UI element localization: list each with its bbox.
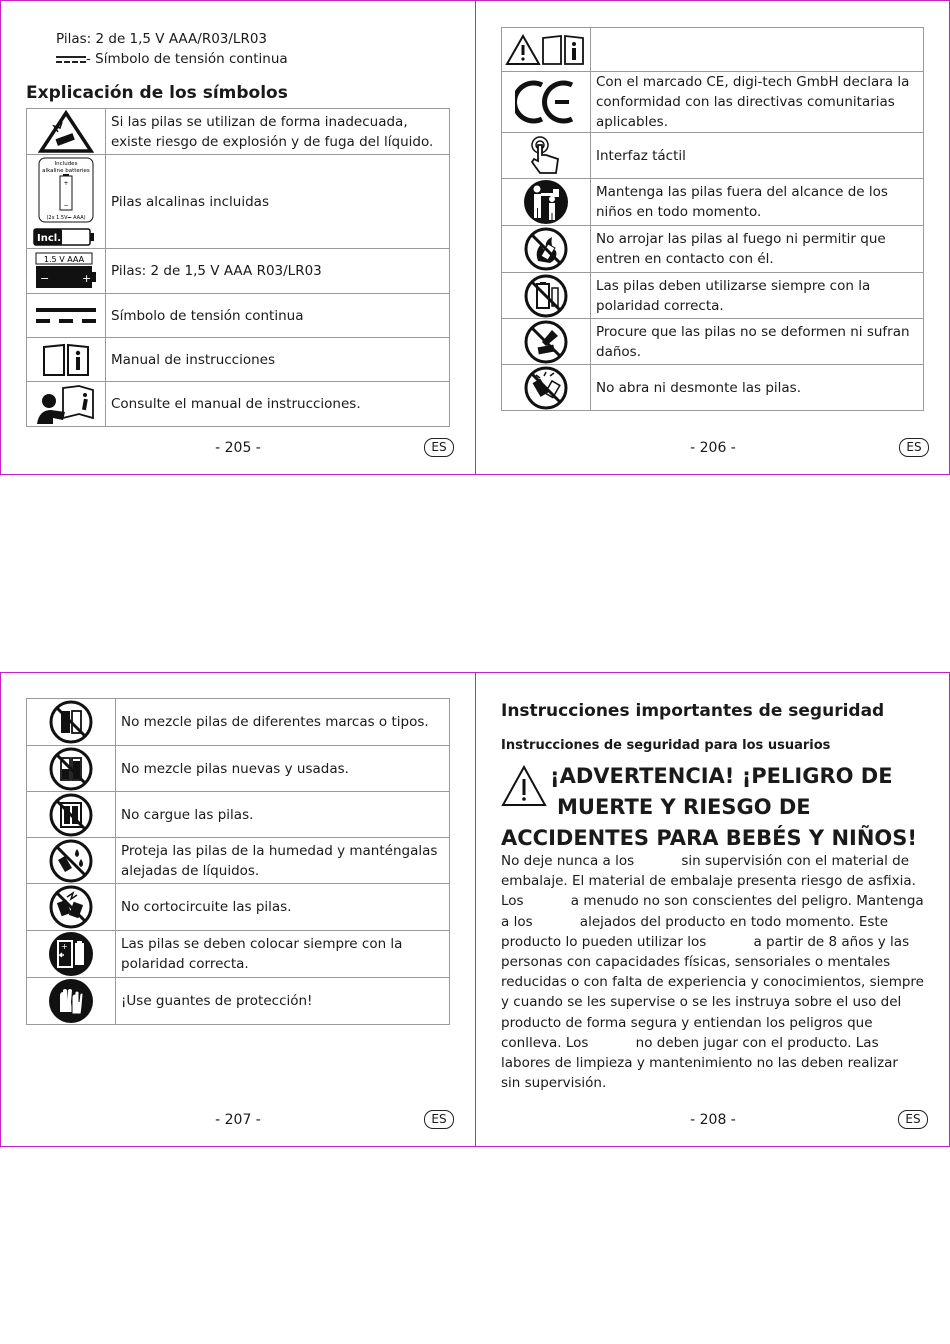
table-row xyxy=(27,294,450,338)
row-text: Manual de instrucciones xyxy=(106,338,450,382)
page-number: - 205 - xyxy=(215,440,261,456)
symbols-table xyxy=(501,27,924,411)
language-badge: ES xyxy=(899,438,929,457)
row-text: Símbolo de tensión continua xyxy=(106,294,450,338)
warning-line: ACCIDENTES PARA BEBÉS Y NIÑOS! xyxy=(501,826,917,850)
row-text: Pilas: 2 de 1,5 V AAA R03/LR03 xyxy=(106,249,450,294)
protective-gloves-icon xyxy=(27,978,116,1025)
row-text: Procure que las pilas no se deformen ni sufran daños. xyxy=(591,319,924,365)
page-206 xyxy=(475,0,950,475)
symbols-table xyxy=(26,698,450,1025)
table-row xyxy=(502,28,924,72)
language-badge: ES xyxy=(424,1110,454,1129)
row-text: No arrojar las pilas al fuego ni permitir que entren en contacto con él. xyxy=(591,226,924,273)
table-row xyxy=(27,978,450,1025)
table-row xyxy=(502,72,924,133)
table-row xyxy=(27,931,450,978)
row-text: No cortocircuite las pilas. xyxy=(116,884,450,931)
aaa-battery-icon xyxy=(27,249,106,294)
warning-line: ¡ADVERTENCIA! ¡PELIGRO DE xyxy=(550,764,893,788)
no-charge-icon xyxy=(27,792,116,838)
page-number: - 208 - xyxy=(690,1112,736,1128)
svg-text:+: + xyxy=(61,942,68,951)
page-207 xyxy=(0,672,476,1147)
ce-mark-icon xyxy=(502,72,591,133)
dc-symbol-line xyxy=(56,49,288,69)
warning-block xyxy=(501,761,931,854)
dc-voltage-symbol-icon xyxy=(27,294,106,338)
battery-spec-line: Pilas: 2 de 1,5 V AAA/R03/LR03 xyxy=(56,31,268,47)
row-text: Consulte el manual de instrucciones. xyxy=(106,382,450,427)
table-row xyxy=(27,155,450,249)
table-row xyxy=(27,699,450,746)
dc-symbol-line-text: - Símbolo de tensión continua xyxy=(86,51,288,67)
table-row xyxy=(27,884,450,931)
no-moisture-icon xyxy=(27,838,116,884)
warning-triangle-icon xyxy=(501,765,547,807)
icon-caption: Includes xyxy=(54,160,78,167)
page-number: - 206 - xyxy=(690,440,736,456)
language-badge: ES xyxy=(898,1110,928,1129)
no-mix-old-new-icon xyxy=(27,746,116,792)
no-short-circuit-icon xyxy=(27,884,116,931)
page-title: Instrucciones importantes de seguridad xyxy=(501,701,885,721)
row-text: ¡Use guantes de protección! xyxy=(116,978,450,1025)
table-row xyxy=(502,179,924,226)
no-deform-icon xyxy=(502,319,591,365)
icon-caption: Incl. xyxy=(37,232,61,244)
section-heading: Explicación de los símbolos xyxy=(26,83,288,103)
table-row xyxy=(502,319,924,365)
symbols-table xyxy=(26,108,450,427)
battery-spec-lines xyxy=(56,29,288,69)
row-text: Pilas alcalinas incluidas xyxy=(106,155,450,249)
instruction-manual-icon xyxy=(27,338,106,382)
icon-caption: alkaline batteries xyxy=(42,167,90,174)
consult-manual-icon xyxy=(27,382,106,427)
no-disassemble-icon xyxy=(502,365,591,411)
table-row xyxy=(502,133,924,179)
no-mix-brands-icon xyxy=(27,699,116,746)
row-text: Con el marcado CE, digi-tech GmbH declara la conformidad con las directivas comunitarias aplicables. xyxy=(591,72,924,133)
row-text: Las pilas se deben colocar siempre con la polaridad correcta. xyxy=(116,931,450,978)
alkaline-batteries-included-icon xyxy=(27,155,106,249)
battery-explosion-warning-icon xyxy=(27,109,106,155)
row-text: Interfaz táctil xyxy=(591,133,924,179)
table-row xyxy=(502,365,924,411)
row-text: No cargue las pilas. xyxy=(116,792,450,838)
svg-text:+: + xyxy=(82,272,92,285)
svg-text:−: − xyxy=(63,201,69,209)
table-row xyxy=(27,838,450,884)
insert-polarity-icon xyxy=(27,931,116,978)
icon-caption: (2x 1.5V⎓ AAA) xyxy=(46,214,86,221)
page-subtitle: Instrucciones de seguridad para los usuarios xyxy=(501,738,831,753)
language-badge: ES xyxy=(424,438,454,457)
row-text: No mezcle pilas nuevas y usadas. xyxy=(116,746,450,792)
table-row xyxy=(502,273,924,319)
row-text: No abra ni desmonte las pilas. xyxy=(591,365,924,411)
svg-text:+: + xyxy=(63,179,69,187)
page-number: - 207 - xyxy=(215,1112,261,1128)
safety-paragraph: No deje nunca a los sin supervisión con el material de embalaje. El material de embalaje presenta riesgo de asfixia. Los a menudo no son conscientes del peligro. Mantenga a los alejados del producto en todo momento. Este producto lo pueden utilizar los a partir de 8 años y las personas con capacidades físicas, sensoriales o mentales reducidas o con falta de experiencia y conocimientos, siempre y cuando se les supervise o se les instruya sobre el uso del producto de forma segura y entiendan los peligros que conlleva. Los no deben jugar con el producto. Las labores de limpieza y mantenimiento no las deben realizar sin supervisión. xyxy=(501,853,946,1092)
table-row xyxy=(27,792,450,838)
table-row xyxy=(27,746,450,792)
row-text: Si las pilas se utilizan de forma inadecuada, existe riesgo de explosión y de fuga del líquido. xyxy=(106,109,450,155)
icon-caption: 1.5 V AAA xyxy=(43,255,85,264)
dc-voltage-mini-icon xyxy=(56,55,86,64)
row-text: Mantenga las pilas fuera del alcance de los niños en todo momento. xyxy=(591,179,924,226)
touch-interface-icon xyxy=(502,133,591,179)
table-row xyxy=(502,226,924,273)
warning-line: MUERTE Y RIESGO DE xyxy=(557,795,811,819)
row-text: Las pilas deben utilizarse siempre con la polaridad correcta. xyxy=(591,273,924,319)
row-text xyxy=(591,28,924,72)
svg-text:−: − xyxy=(40,272,50,285)
page-205 xyxy=(0,0,476,475)
keep-away-from-children-icon xyxy=(502,179,591,226)
page-208 xyxy=(475,672,950,1147)
no-fire-icon xyxy=(502,226,591,273)
table-row xyxy=(27,109,450,155)
table-row xyxy=(27,338,450,382)
table-row xyxy=(27,249,450,294)
row-text: Proteja las pilas de la humedad y manténgalas alejadas de líquidos. xyxy=(116,838,450,884)
table-row xyxy=(27,382,450,427)
correct-polarity-icon xyxy=(502,273,591,319)
row-text: No mezcle pilas de diferentes marcas o tipos. xyxy=(116,699,450,746)
warning-manual-icon xyxy=(502,28,591,72)
